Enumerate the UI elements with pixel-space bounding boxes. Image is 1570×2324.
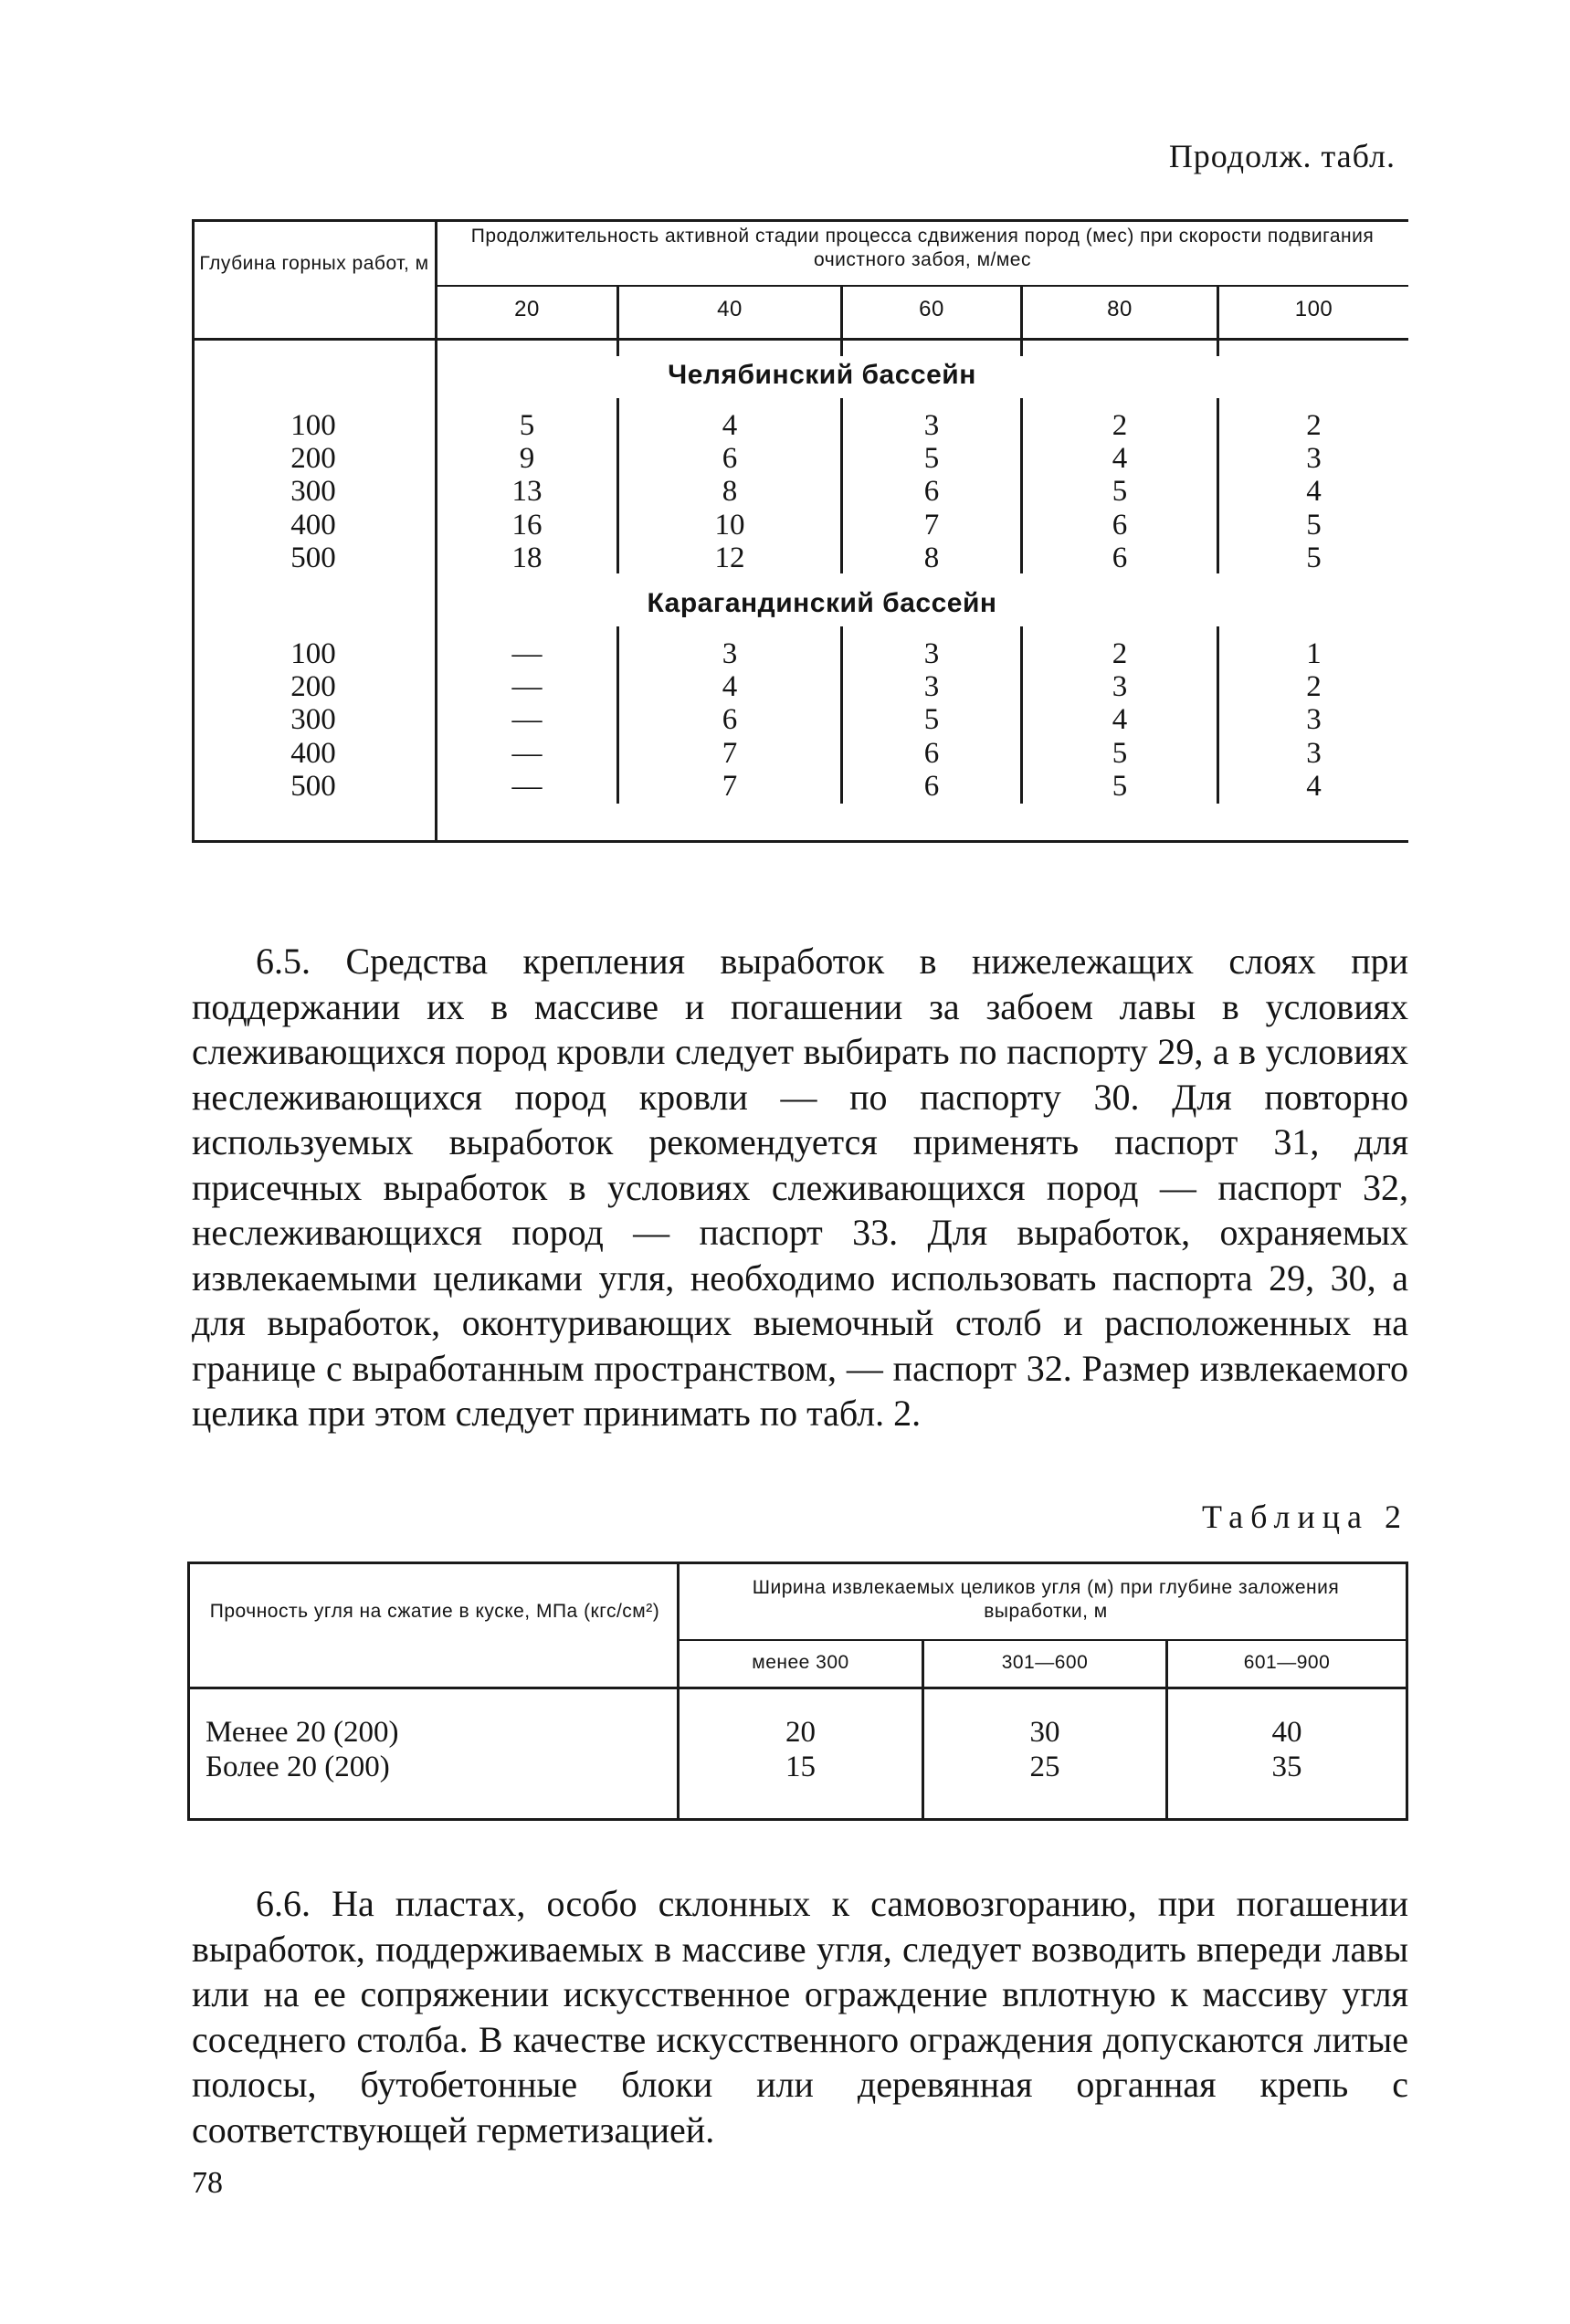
depth-cell: 200 <box>290 442 336 476</box>
t1-s1-col-40 <box>619 409 840 574</box>
value-cell: 3 <box>1306 442 1322 476</box>
value-cell: 25 <box>1029 1751 1060 1783</box>
t1-s1-col-80 <box>1023 409 1217 574</box>
depth-cell: 300 <box>290 475 336 509</box>
depth-cell: 500 <box>290 541 336 574</box>
t2-row-label: Менее 20 (200) <box>205 1716 399 1749</box>
table2-subheader-rule <box>677 1639 1408 1641</box>
t1-speed-40: 40 <box>717 297 743 321</box>
value-cell: 9 <box>519 442 535 476</box>
depth-cell: 500 <box>290 769 336 803</box>
t1-s2-col-40 <box>619 637 840 803</box>
t1-col-group-header: Продолжительность активной стадии процесса сдвижения пород (мес) при скорости подвигания очистного забоя, м/мес <box>470 226 1375 270</box>
value-cell: 5 <box>923 703 940 737</box>
value-cell: 4 <box>1306 769 1322 803</box>
t1-s2-col-80 <box>1023 637 1217 803</box>
t1-speed-100: 100 <box>1294 297 1333 321</box>
value-cell: 4 <box>722 670 738 704</box>
value-cell: 7 <box>722 736 738 770</box>
value-cell: 30 <box>1029 1716 1060 1749</box>
table2-top-rule <box>187 1562 1408 1564</box>
t2-col-lt300 <box>680 1715 922 1784</box>
t1-section-karaganda: Карагандинский бассейн <box>647 588 997 618</box>
value-cell: 12 <box>714 541 745 574</box>
value-cell: 10 <box>714 508 745 542</box>
value-cell: — <box>511 769 543 803</box>
table1-subheader-rule <box>437 285 1408 287</box>
value-cell: 5 <box>1112 475 1128 509</box>
t1-s1-col-20 <box>437 409 616 574</box>
t1-speed-60: 60 <box>919 297 944 321</box>
t1-row-header: Глубина горных работ, м <box>199 253 429 274</box>
value-cell: 5 <box>1306 508 1322 542</box>
value-cell: 8 <box>923 541 940 574</box>
value-cell: — <box>511 637 543 670</box>
page-number: 78 <box>192 2166 223 2200</box>
table2-title: Таблица 2 <box>1202 1499 1408 1535</box>
t1-s2-col-100 <box>1219 637 1408 803</box>
t2-row-labels <box>205 1715 662 1784</box>
t1-s2-col-60 <box>843 637 1020 803</box>
depth-cell: 400 <box>290 508 336 542</box>
value-cell: 1 <box>1306 637 1322 670</box>
value-cell: 8 <box>722 475 738 509</box>
value-cell: 6 <box>722 703 738 737</box>
t1-section-chelyabinsk: Челябинский бассейн <box>668 360 976 390</box>
value-cell: 13 <box>511 475 543 509</box>
t2-col-group-header: Ширина извлекаемых целиков угля (м) при глубине заложения выработки, м <box>752 1577 1340 1622</box>
paragraph-6-5 <box>192 939 1408 1436</box>
value-cell: 3 <box>722 637 738 670</box>
depth-cell: 200 <box>290 670 336 704</box>
paragraph-6-6 <box>192 1881 1408 2152</box>
t2-depth-601-900: 601—900 <box>1243 1652 1331 1673</box>
value-cell: 40 <box>1271 1716 1302 1749</box>
value-cell: 3 <box>1306 736 1322 770</box>
t1-s1-col-60 <box>843 409 1020 574</box>
value-cell: 18 <box>511 541 543 574</box>
t1-speed-80: 80 <box>1107 297 1133 321</box>
value-cell: 4 <box>1112 703 1128 737</box>
value-cell: 6 <box>1112 541 1128 574</box>
t2-depth-301-600: 301—600 <box>1001 1652 1089 1673</box>
value-cell: 6 <box>722 442 738 476</box>
value-cell: 15 <box>785 1751 816 1783</box>
value-cell: 2 <box>1306 409 1322 442</box>
value-cell: 2 <box>1112 637 1128 670</box>
t1-s2-depths <box>192 637 435 803</box>
value-cell: 6 <box>923 475 940 509</box>
t2-col-601-900 <box>1168 1715 1406 1784</box>
value-cell: 5 <box>1306 541 1322 574</box>
value-cell: 3 <box>923 637 940 670</box>
t1-speed-20: 20 <box>514 297 540 321</box>
value-cell: 20 <box>785 1716 816 1749</box>
value-cell: 5 <box>1112 769 1128 803</box>
value-cell: 35 <box>1271 1751 1302 1783</box>
table-1 <box>192 219 1408 842</box>
t2-row-label: Более 20 (200) <box>205 1751 390 1783</box>
value-cell: — <box>511 670 543 704</box>
t2-col-301-600 <box>924 1715 1165 1784</box>
value-cell: 16 <box>511 508 543 542</box>
t1-s2-col-20 <box>437 637 616 803</box>
value-cell: 2 <box>1112 409 1128 442</box>
depth-cell: 100 <box>290 409 336 442</box>
paragraph-6-5-text: 6.5. Средства крепления выработок в нижележащих слоях при поддержании их в массиве и погашении за забоем лавы в условиях слеживающихся пород кровли следует выбирать по паспорту 29, а в условиях неслеживающихся пород кровли — по паспорту 30. Для повторно используемых выработок рекомендуется применять паспорт 31, для присечных выработок в условиях слеживающихся пород — паспорт 32, неслеживающихся пород — паспорт 33. Для выработок, охраняемых извлекаемыми целиками угля, необходимо использовать паспорта 29, 30, а для выработок, оконтуривающих выемочный столб и расположенных на границе с выработанным пространством, — паспорт 32. Размер извлекаемого целика при этом следует принимать по табл. 2. <box>192 941 1408 1434</box>
table2-bottom-rule <box>187 1818 1408 1821</box>
t1-s1-col-100 <box>1219 409 1408 574</box>
value-cell: 4 <box>722 409 738 442</box>
table2-right-border <box>1406 1562 1408 1821</box>
table1-top-rule <box>192 219 1408 222</box>
value-cell: 6 <box>1112 508 1128 542</box>
value-cell: — <box>511 703 543 737</box>
value-cell: 6 <box>923 769 940 803</box>
value-cell: 7 <box>923 508 940 542</box>
value-cell: 4 <box>1306 475 1322 509</box>
value-cell: 5 <box>1112 736 1128 770</box>
value-cell: 7 <box>722 769 738 803</box>
depth-cell: 300 <box>290 703 336 737</box>
table-2 <box>187 1562 1408 1821</box>
t1-s1-depths <box>192 409 435 574</box>
table2-header-bottom-rule <box>187 1687 1408 1689</box>
table2-left-border <box>187 1562 190 1821</box>
value-cell: 6 <box>923 736 940 770</box>
value-cell: 4 <box>1112 442 1128 476</box>
table1-header-bottom-rule <box>192 338 1408 341</box>
value-cell: 3 <box>923 409 940 442</box>
value-cell: 5 <box>519 409 535 442</box>
t2-row-header: Прочность угля на сжатие в куске, МПа (кгс/см²) <box>209 1601 660 1622</box>
t2-depth-lt300: менее 300 <box>752 1652 849 1673</box>
continuation-label: Продолж. табл. <box>1168 138 1396 174</box>
depth-cell: 100 <box>290 637 336 670</box>
value-cell: 5 <box>923 442 940 476</box>
value-cell: 3 <box>923 670 940 704</box>
depth-cell: 400 <box>290 736 336 770</box>
value-cell: 3 <box>1306 703 1322 737</box>
value-cell: — <box>511 736 543 770</box>
value-cell: 3 <box>1112 670 1128 704</box>
paragraph-6-6-text: 6.6. На пластах, особо склонных к самовозгоранию, при погашении выработок, поддерживаемых в массиве угля, следует возводить впереди лавы или на ее сопряжении искусственное ограждение вплотную к массиву угля соседнего столба. В качестве искусственного ограждения допускаются литые полосы, бутобетонные блоки или деревянная органная крепь с соответствующей герметизацией. <box>192 1883 1408 2150</box>
value-cell: 2 <box>1306 670 1322 704</box>
table1-bottom-rule <box>192 840 1408 843</box>
